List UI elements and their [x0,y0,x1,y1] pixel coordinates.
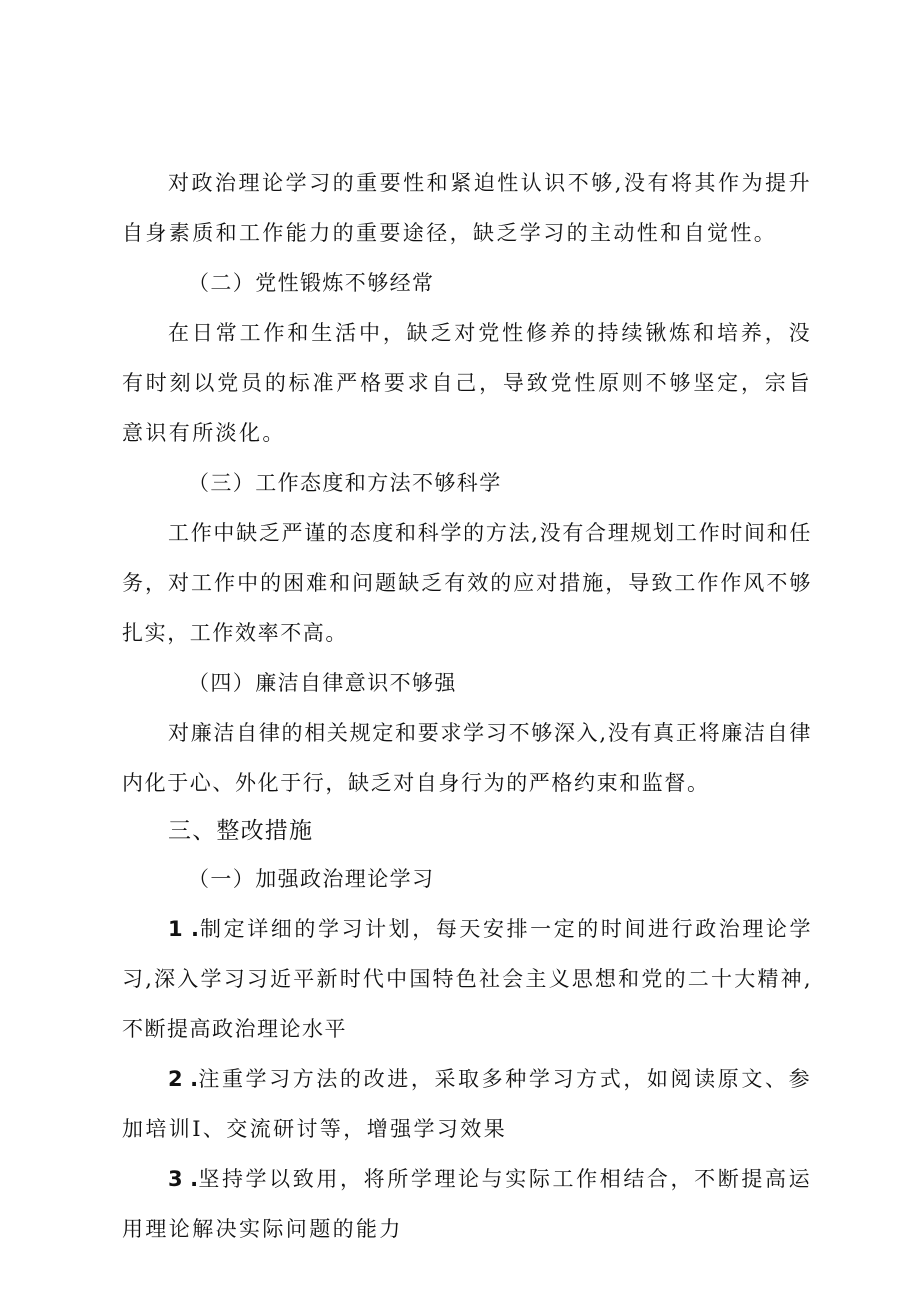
paragraph-party-spirit: 在日常工作和生活中，缺乏对党性修养的持续锹炼和培养，没有时刻以党员的标准严格要求自己，导致党性原则不够坚定，宗旨意识有所淡化。 [122,321,812,445]
list-item-text: 注重学习方法的改进，采取多种学习方式，如阅读原文、参加培训I、交流研讨等，增强学习效果 [122,1067,812,1141]
subheading-theory-study: （一）加强政治理论学习 [188,867,435,891]
list-item-number: 3 . [168,1167,199,1191]
paragraph-work-attitude: 工作中缺乏严谨的态度和科学的方法,没有合理规划工作时间和任务，对工作中的困难和问题缺乏有效的应对措施，导致工作作风不够扎实，工作效率不高。 [122,521,812,645]
subheading-party-spirit: （二）党性锻炼不够经常 [188,271,435,295]
paragraph-integrity: 对廉洁自律的相关规定和要求学习不够深入,没有真正将廉洁自律内化于心、外化于行，缺乏对自身行为的严格约束和监督。 [122,721,812,795]
list-item-2 [122,1054,812,1154]
subheading-work-attitude: （三）工作态度和方法不够科学 [188,471,502,495]
list-item-number: 1 . [168,917,199,941]
paragraph-theory-awareness: 对政治理论学习的重要性和紧迫性认识不够,没有将其作为提升自身素质和工作能力的重要途径，缺乏学习的主动性和自觉性。 [122,171,812,245]
subheading-integrity: （四）廉洁自律意识不够强 [188,671,457,695]
document-body [122,158,812,1254]
list-item-1 [122,904,812,1054]
list-item-text: 坚持学以致用，将所学理论与实际工作相结合，不断提高运用理论解决实际问题的能力 [122,1167,812,1241]
list-item-text: 制定详细的学习计划，每天安排一定的时间进行政治理论学习,深入学习习近平新时代中国特色社会主义思想和党的二十大精神,不断提高政治理论水平 [122,917,812,1041]
list-item-number: 2 . [168,1067,199,1091]
list-item-3 [122,1154,812,1254]
section-heading-rectification: 三、整改措施 [168,818,314,844]
